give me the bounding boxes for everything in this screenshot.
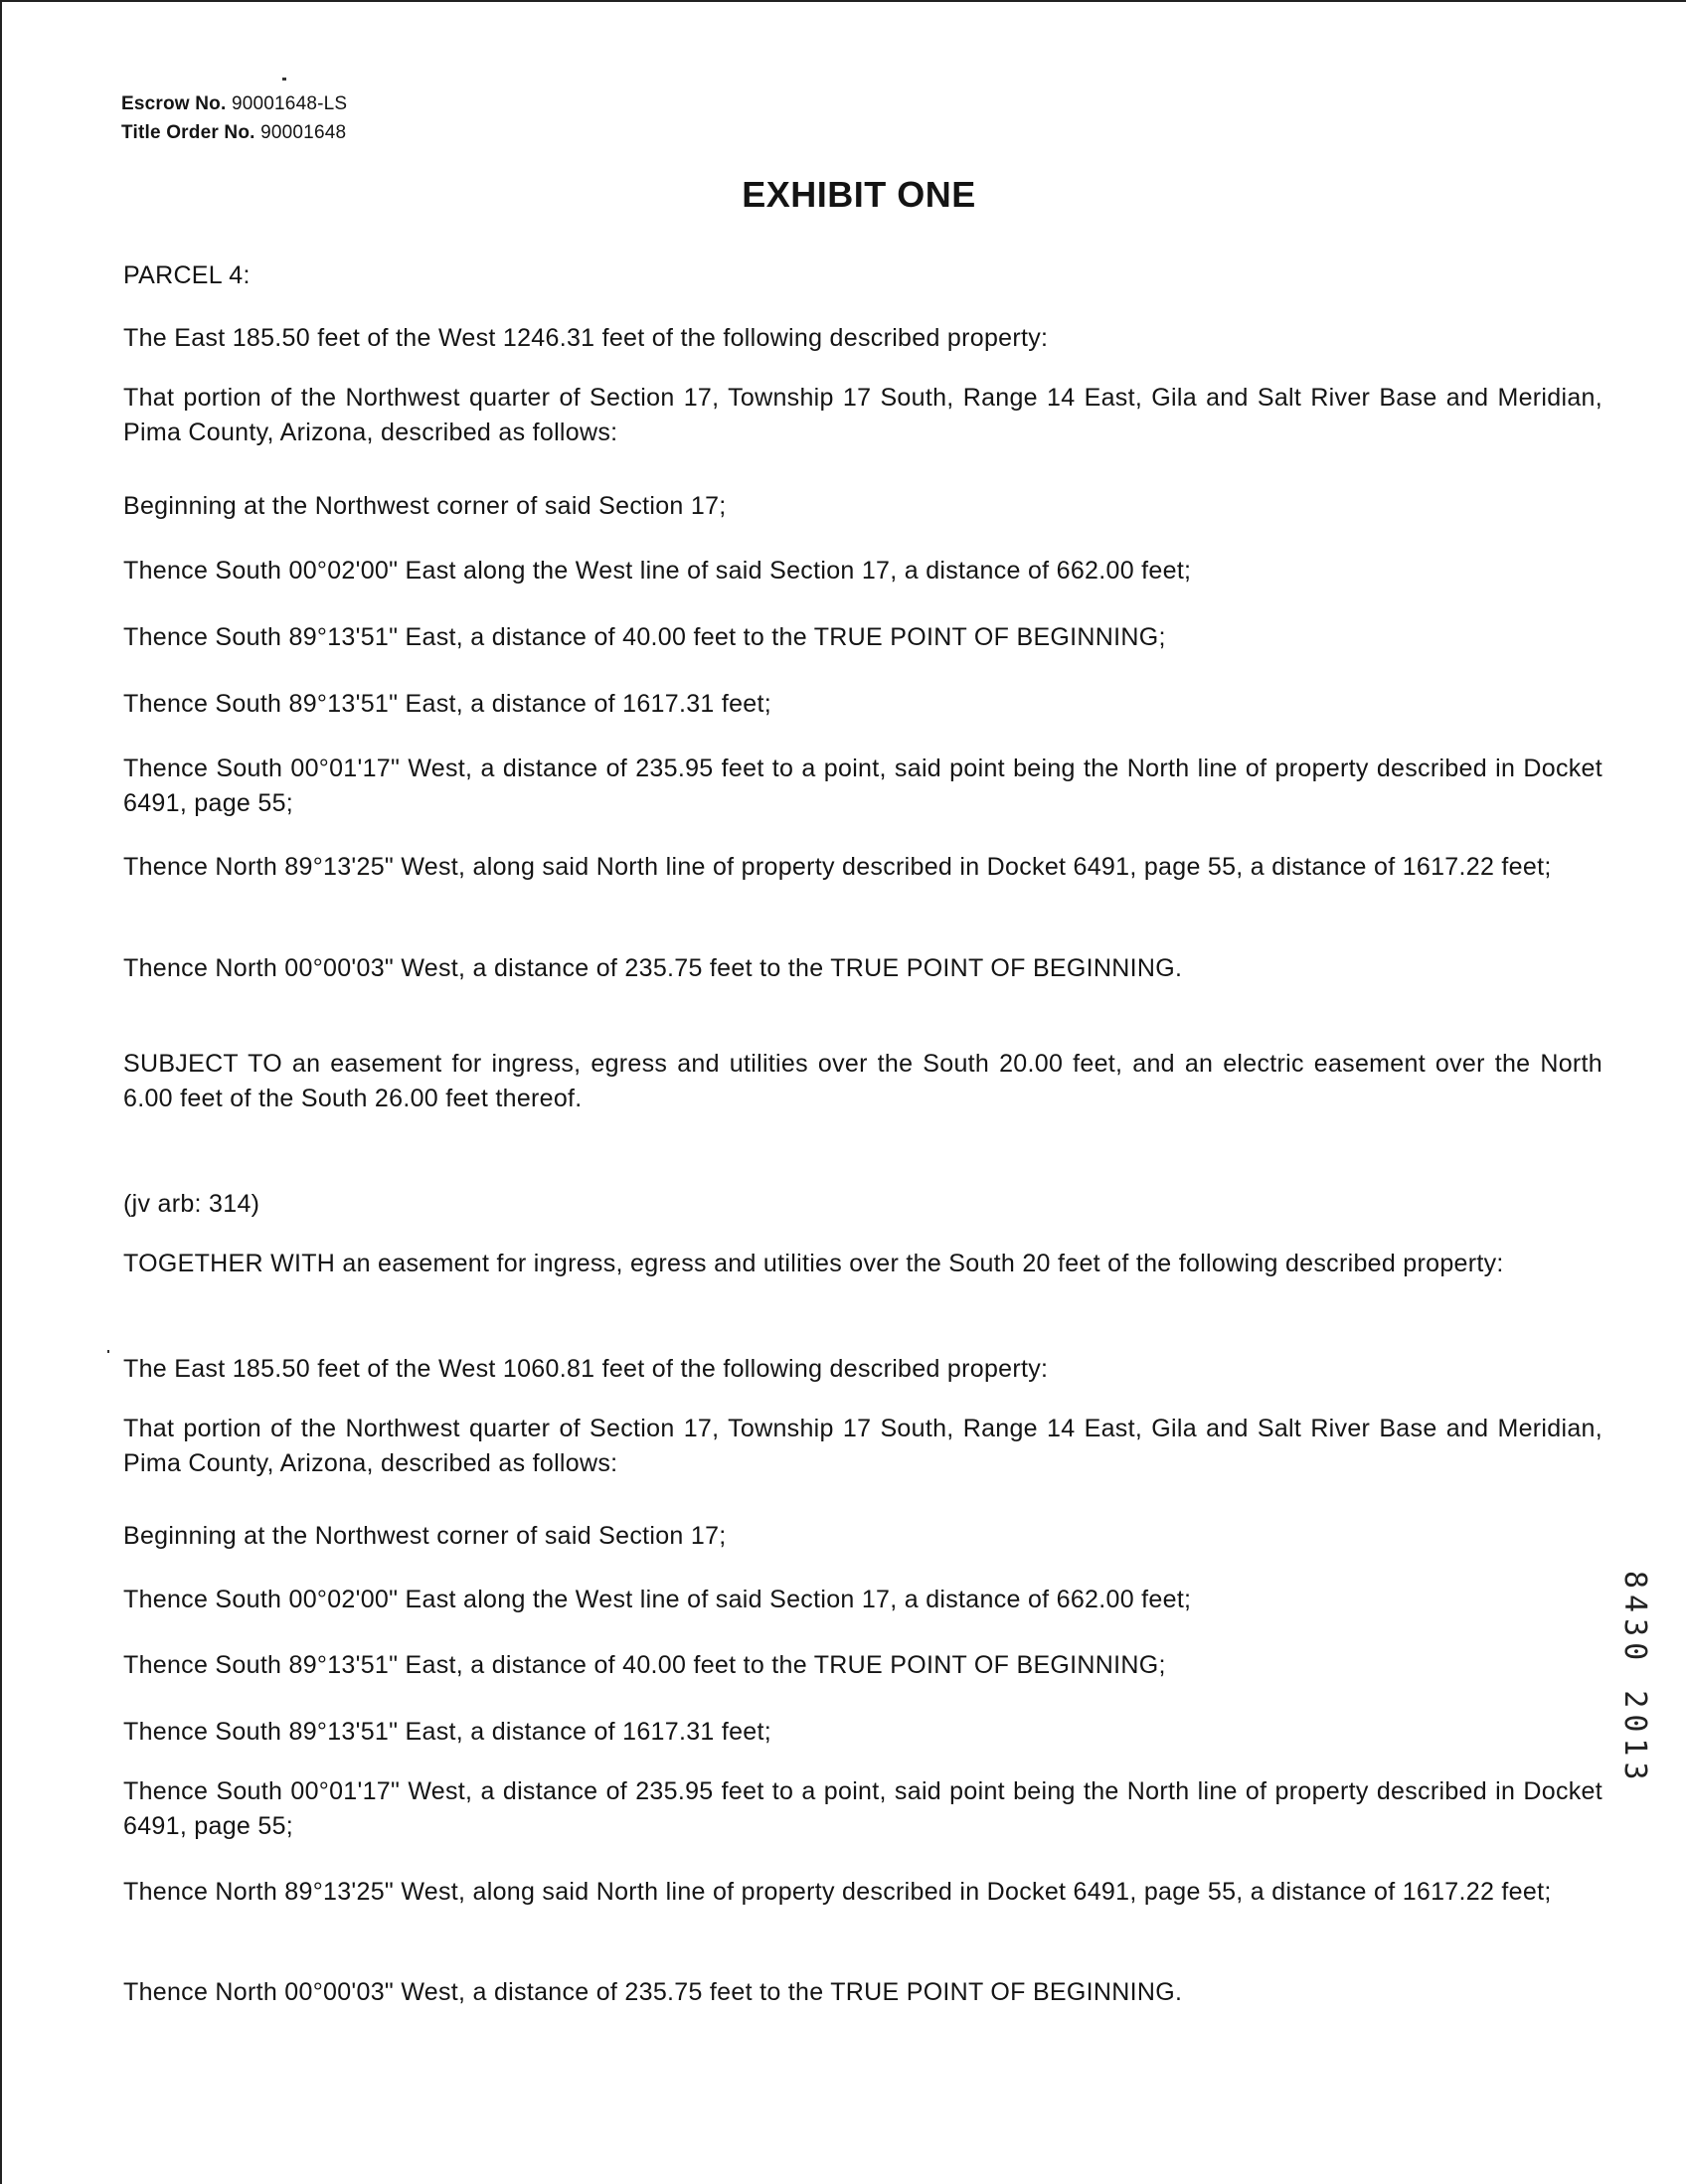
scan-speck <box>282 78 286 81</box>
paragraph-beginning: Beginning at the Northwest corner of said Section 17; <box>123 492 727 520</box>
scan-speck <box>107 1350 109 1353</box>
paragraph-course-3b: Thence South 89°13'51" East, a distance of 1617.31 feet; <box>123 1718 772 1746</box>
paragraph-east-portion: The East 185.50 feet of the West 1246.31 feet of the following described property: <box>123 324 1049 352</box>
paragraph-together-with: TOGETHER WITH an easement for ingress, egress and utilities over the South 20 feet of the following described property: <box>123 1250 1504 1277</box>
paragraph-course-1: Thence South 00°02'00" East along the West line of said Section 17, a distance of 662.00 feet; <box>123 557 1192 585</box>
paragraph-course-6: Thence North 00°00'03" West, a distance of 235.75 feet to the TRUE POINT OF BEGINNING. <box>123 954 1183 982</box>
paragraph-course-5b: Thence North 89°13'25" West, along said North line of property described in Docket 6491, page 55, a distance of 1617.22 feet; <box>123 1878 1552 1906</box>
title-order-number: 90001648 <box>260 122 347 143</box>
paragraph-course-2b: Thence South 89°13'51" East, a distance of 40.00 feet to the TRUE POINT OF BEGINNING; <box>123 1651 1166 1679</box>
paragraph-course-1b: Thence South 00°02'00" East along the West line of said Section 17, a distance of 662.00 feet; <box>123 1586 1192 1613</box>
escrow-number: 90001648-LS <box>231 93 348 114</box>
escrow-number-line <box>121 93 347 115</box>
paragraph-course-3: Thence South 89°13'51" East, a distance of 1617.31 feet; <box>123 690 772 718</box>
document-title: EXHIBIT ONE <box>742 174 976 215</box>
paragraph-portion-description-2: That portion of the Northwest quarter of Section 17, Township 17 South, Range 14 East, Gila and Salt River Base and Meridian, Pima County, Arizona, described as follows: <box>123 1415 1602 1477</box>
paragraph-course-2: Thence South 89°13'51" East, a distance of 40.00 feet to the TRUE POINT OF BEGINNING; <box>123 623 1166 651</box>
margin-recording-stamp <box>1614 1571 1654 1919</box>
paragraph-east-portion-2: The East 185.50 feet of the West 1060.81 feet of the following described property: <box>123 1355 1049 1383</box>
title-order-line <box>121 122 346 144</box>
paragraph-course-5: Thence North 89°13'25" West, along said North line of property described in Docket 6491, page 55, a distance of 1617.22 feet; <box>123 853 1552 881</box>
title-order-label: Title Order No. <box>121 122 255 143</box>
paragraph-subject-to: SUBJECT TO an easement for ingress, egress and utilities over the South 20.00 feet, and an electric easement over the North 6.00 feet of the South 26.00 feet thereof. <box>123 1050 1602 1112</box>
paragraph-course-4: Thence South 00°01'17" West, a distance of 235.95 feet to a point, said point being the North line of property described in Docket 6491, page 55; <box>123 755 1602 817</box>
paragraph-course-6b: Thence North 00°00'03" West, a distance of 235.75 feet to the TRUE POINT OF BEGINNING. <box>123 1978 1183 2006</box>
margin-stamp-text: 8430 2013 <box>1617 1571 1652 1786</box>
paragraph-course-4b: Thence South 00°01'17" West, a distance of 235.95 feet to a point, said point being the North line of property described in Docket 6491, page 55; <box>123 1777 1602 1840</box>
escrow-label: Escrow No. <box>121 93 227 114</box>
paragraph-beginning-2: Beginning at the Northwest corner of said Section 17; <box>123 1522 727 1550</box>
paragraph-portion-description: That portion of the Northwest quarter of Section 17, Township 17 South, Range 14 East, Gila and Salt River Base and Meridian, Pima County, Arizona, described as follows: <box>123 384 1602 446</box>
paragraph-arb-reference: (jv arb: 314) <box>123 1190 260 1218</box>
parcel-heading: PARCEL 4: <box>123 261 251 289</box>
